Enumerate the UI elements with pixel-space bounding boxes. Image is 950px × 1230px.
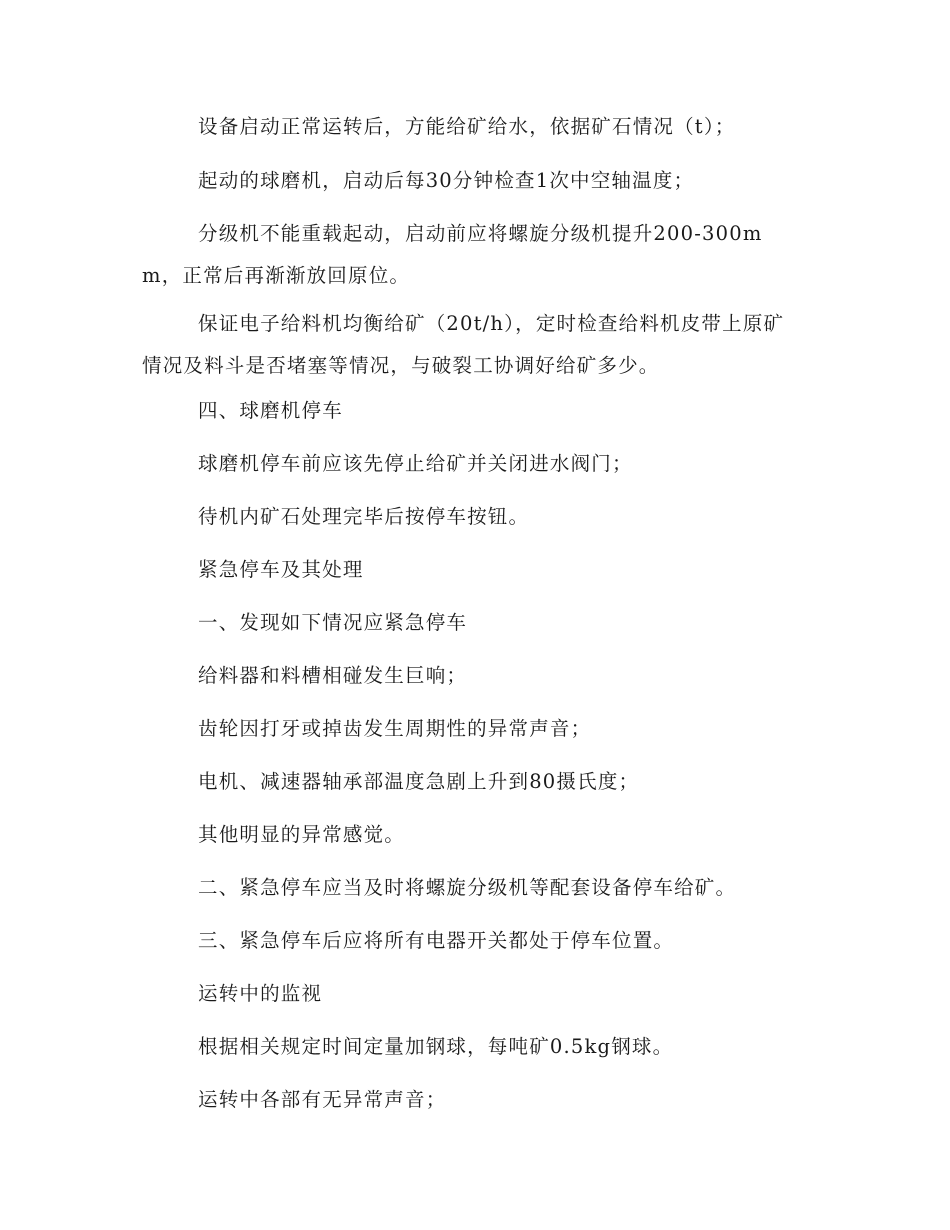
- paragraph-5: 四、球磨机停车: [198, 399, 343, 422]
- paragraph-2: 起动的球磨机，启动后每30分钟检查1次中空轴温度；: [198, 169, 695, 192]
- paragraph-8: 紧急停车及其处理: [198, 558, 364, 581]
- paragraph-9: 一、发现如下情况应紧急停车: [198, 611, 468, 634]
- paragraph-4: 保证电子给料机均衡给矿（20t/h），定时检查给料机皮带上原矿情况及料斗是否堵塞等情况，与破裂工协调好给矿多少。: [142, 312, 785, 377]
- paragraph-3: 分级机不能重载起动，启动前应将螺旋分级机提升200-300mm，正常后再渐渐放回原位。: [142, 222, 763, 287]
- paragraph-13: 其他明显的异常感觉。: [198, 823, 406, 846]
- paragraph-18: 运转中各部有无异常声音；: [198, 1088, 447, 1111]
- paragraph-14: 二、紧急停车应当及时将螺旋分级机等配套设备停车给矿。: [198, 876, 737, 899]
- paragraph-6: 球磨机停车前应该先停止给矿并关闭进水阀门；: [198, 452, 633, 475]
- paragraph-7: 待机内矿石处理完毕后按停车按钮。: [198, 505, 530, 528]
- paragraph-10: 给料器和料槽相碰发生巨响；: [198, 664, 468, 687]
- paragraph-16: 运转中的监视: [198, 982, 323, 1005]
- paragraph-11: 齿轮因打牙或掉齿发生周期性的异常声音；: [198, 717, 592, 740]
- paragraph-12: 电机、减速器轴承部温度急剧上升到80摄氏度；: [198, 770, 640, 793]
- paragraph-15: 三、紧急停车后应将所有电器开关都处于停车位置。: [198, 929, 675, 952]
- paragraph-17: 根据相关规定时间定量加钢球，每吨矿0.5kg钢球。: [198, 1035, 674, 1058]
- paragraph-1: 设备启动正常运转后，方能给矿给水，依据矿石情况（t）；: [198, 115, 736, 138]
